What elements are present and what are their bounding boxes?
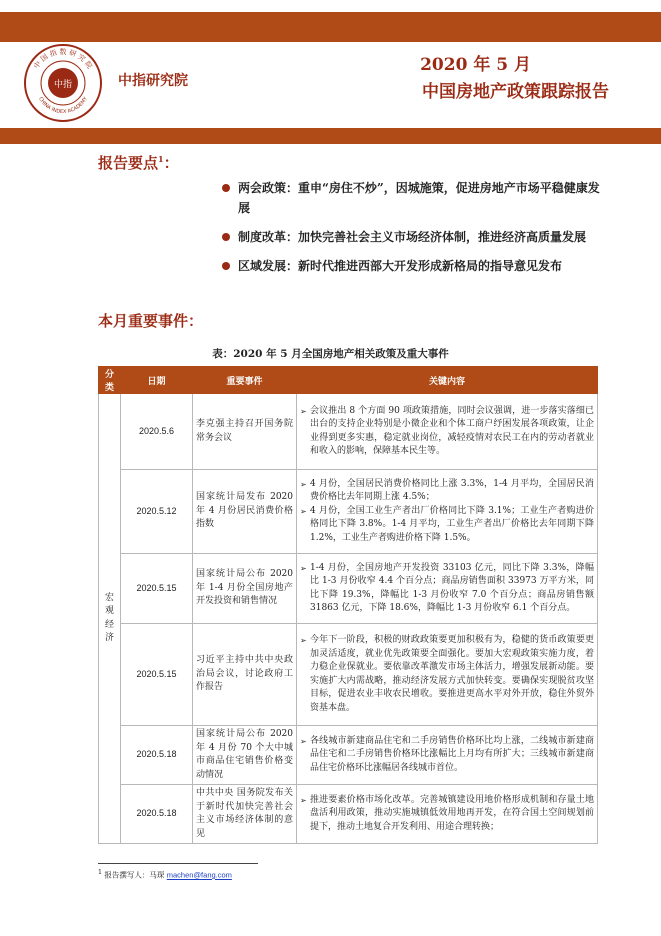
summary-point-text: 两会政策：重申“房住不炒”，因城施策，促进房地产市场平稳健康发展: [238, 181, 600, 215]
footnote: [98, 869, 232, 881]
summary-heading: [98, 152, 179, 173]
date-cell: 2020.5.15: [121, 554, 193, 624]
event-cell: 国家统计局发布 2020 年 4 月份居民消费价格指数: [193, 470, 297, 554]
arrow-bullet-icon: ➢: [300, 636, 307, 645]
author-email-link[interactable]: machen@fang.com: [166, 870, 232, 880]
event-cell: 国家统计局公布 2020 年 1-4 月份全国房地产开发投资和销售情况: [193, 554, 297, 624]
key-point: [300, 562, 594, 616]
top-brand-band: [0, 12, 661, 42]
org-name: 中指研究院: [118, 73, 188, 89]
bullet-dot-icon: [222, 184, 230, 192]
key-point: [300, 794, 594, 835]
date-cell: 2020.5.12: [121, 470, 193, 554]
bullet-dot-icon: [222, 233, 230, 241]
china-index-academy-logo: [22, 42, 104, 124]
table-row: [99, 470, 598, 554]
column-header: 重要事件: [193, 367, 297, 394]
event-cell: 国家统计局公布 2020 年 4 月份 70 个大中城市商品住宅销售价格变动情况: [193, 726, 297, 785]
column-header: 分类: [99, 367, 121, 394]
event-cell: 中共中央 国务院发布关于新时代加快完善社会主义市场经济体制的意见: [193, 785, 297, 844]
arrow-bullet-icon: ➢: [300, 563, 307, 573]
key-point: [300, 505, 594, 546]
logo-center-text: 中指: [53, 80, 73, 90]
table-row: [99, 726, 598, 785]
summary-point: [220, 227, 604, 247]
date-cell: 2020.5.15: [121, 624, 193, 726]
key-content-cell: [297, 394, 598, 470]
summary-points: [220, 178, 604, 285]
key-content-cell: [297, 554, 598, 624]
key-point-text: 今年下一阶段，积极的财政政策要更加积极有为，稳健的货币政策要更加灵活适度，就业优先政策要全面强化。要加大宏观政策实施力度，着力稳企业保就业。要依靠改革激发市场主体活力，增强发展新动能。要实施扩大内需战略，推动经济发展方式加快转变。要确保实现脱贫攻坚目标，促进农业丰收农民增收。要推进更高水平对外开放，稳住外贸外资基本盘。: [310, 635, 594, 713]
summary-point: [220, 256, 604, 276]
key-point-text: 推进要素价格市场化改革。完善城镇建设用地价格形成机制和存量土地盘活利用政策，推动实施城镇低效用地再开发，在符合国土空间规划前提下，推动土地复合开发利用、用途合理转换；: [310, 794, 594, 832]
report-main-title: 中国房地产政策跟踪报告: [422, 82, 609, 102]
key-point: [300, 405, 594, 459]
events-table: [98, 366, 598, 844]
date-cell: 2020.5.6: [121, 394, 193, 470]
arrow-bullet-icon: ➢: [300, 736, 307, 746]
date-cell: 2020.5.18: [121, 785, 193, 844]
arrow-bullet-icon: ➢: [300, 506, 307, 516]
column-header: 日期: [121, 367, 193, 394]
summary-point-text: 制度改革：加快完善社会主义市场经济体制，推进经济高质量发展: [238, 230, 587, 244]
key-point: [300, 735, 594, 776]
summary-heading-suffix: ：: [163, 154, 179, 172]
key-point-text: 各线城市新建商品住宅和二手房销售价格环比均上涨，二线城市新建商品住宅和二手房销售价格环比涨幅比上月均有所扩大；三线城市新建商品住宅价格环比涨幅居各线城市首位。: [310, 735, 594, 773]
key-point: [300, 634, 594, 715]
svg-text:中 国 指 数 研 究 院: [32, 47, 95, 70]
key-content-cell: [297, 624, 598, 726]
arrow-bullet-icon: ➢: [300, 795, 307, 805]
table-row: [99, 394, 598, 470]
footnote-divider: [98, 863, 258, 864]
events-heading: 本月重要事件：: [98, 312, 204, 330]
table-row: [99, 554, 598, 624]
column-header: 关键内容: [297, 367, 598, 394]
report-title: [420, 54, 609, 104]
summary-point-text: 区域发展：新时代推进西部大开发形成新格局的指导意见发布: [238, 259, 563, 273]
mid-brand-band: [0, 128, 661, 144]
key-content-cell: [297, 726, 598, 785]
event-cell: 李克强主持召开国务院常务会议: [193, 394, 297, 470]
footnote-author: 报告撰写人：马琛: [104, 870, 165, 880]
key-point-text: 会议推出 8 个方面 90 项政策措施，同时会议强调，进一步落实落细已出台的支持企业特别是小微企业和个体工商户纾困发展各项政策，让企业得到更多实惠，稳定就业岗位，减轻疫情对农民工在内的劳动者就业和收入的影响，保障基本民生等。: [310, 405, 594, 456]
footnote-number: 1: [98, 869, 102, 876]
table-row: [99, 624, 598, 726]
summary-heading-text: 报告要点: [98, 154, 159, 172]
arrow-bullet-icon: ➢: [300, 479, 307, 489]
table-caption: 表：2020 年 5 月全国房地产相关政策及重大事件: [212, 348, 449, 360]
key-point-text: 4 月份，全国工业生产者出厂价格同比下降 3.1%；工业生产者购进价格同比下降 3.8%。1-4 月平均，工业生产者出厂价格比去年同期下降 1.2%，工业生产者购进价格下降 1.5%。: [310, 505, 594, 543]
table-row: [99, 785, 598, 844]
report-date-title: 2020 年 5 月: [420, 55, 531, 75]
logo-ring-text: 中 国 指 数 研 究 院: [32, 48, 94, 71]
logo-ring-text-en: CHINA INDEX ACADEMY: [37, 96, 89, 116]
footnote-ref[interactable]: 1: [158, 154, 164, 164]
key-point: [300, 478, 594, 505]
key-point-text: 4 月份，全国居民消费价格同比上涨 3.3%，1-4 月平均，全国居民消费价格比去年同期上涨 4.5%；: [310, 478, 594, 503]
bullet-dot-icon: [222, 262, 230, 270]
date-cell: 2020.5.18: [121, 726, 193, 785]
key-content-cell: [297, 785, 598, 844]
event-cell: 习近平主持中共中央政治局会议，讨论政府工作报告: [193, 624, 297, 726]
table-header-row: [99, 367, 598, 394]
category-cell: 宏观经济: [99, 394, 121, 844]
key-content-cell: [297, 470, 598, 554]
summary-point: [220, 178, 604, 218]
key-point-text: 1-4 月份，全国房地产开发投资 33103 亿元，同比下降 3.3%，降幅比 1-3 月份收窄 4.4 个百分点；商品房销售面积 33973 万平方米，同比下降 19.3%，降幅比 1-3 月份收窄 7.0 个百分点；商品房销售额 31863 亿元，下降 18.6%，降幅比 1-3 月份收窄 6.1 个百分点。: [310, 562, 594, 613]
arrow-bullet-icon: ➢: [300, 406, 307, 416]
